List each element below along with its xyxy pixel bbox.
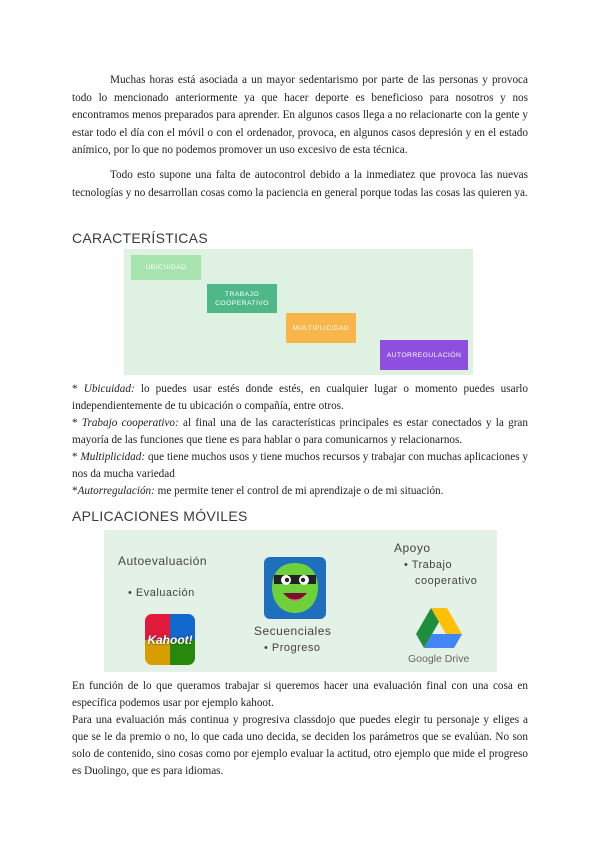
characteristics-diagram xyxy=(124,249,473,375)
kahoot-logo-text: Kahoot! xyxy=(147,633,193,647)
apps-diagram xyxy=(104,530,497,672)
intro-paragraph-1: Muchas horas está asociada a un mayor sedentarismo por parte de las personas y provoca todo lo mencionado anteriormente ya que hacer deporte es beneficioso para nosotros y nos encontramos menos preparados para aprender. En algunos casos llega a no relacionarte con la gente y estar todo el día con el móvil o con el ordenador, provoca, en algunos casos depresión y en el estado anímico, por lo que no podemos promover un uso excesivo de esta técnica. xyxy=(72,74,528,157)
google-drive-label: Google Drive xyxy=(408,653,470,665)
col2-bullet: • Progreso xyxy=(264,642,321,654)
list-item: * Multiplicidad: que tiene muchos usos y tiene muchos recursos y trabajar con muchas aplicaciones y nos da mucha variedad xyxy=(72,451,529,480)
col2-title: Secuenciales xyxy=(254,624,332,638)
step-autorregulacion: AUTORREGULACIÓN xyxy=(380,340,468,370)
apps-heading: APLICACIONES MÓVILES xyxy=(72,508,248,524)
google-drive-icon xyxy=(416,608,462,648)
col3-bullet-line1: • Trabajo xyxy=(404,559,453,571)
col3-bullet-line2: cooperativo xyxy=(415,575,478,587)
step-trabajo-cooperativo: TRABAJO COOPERATIVO xyxy=(207,284,277,313)
characteristics-list xyxy=(72,381,528,500)
list-item: * Trabajo cooperativo: al final una de las características principales es estar conectados y la gran mayoría de las funciones que tiene es para hablar o para comunicarnos y relacionarnos. xyxy=(72,417,528,446)
step-ubicuidad: UBICUIDAD xyxy=(131,255,201,280)
list-item: *Autorregulación: me permite tener el control de mi aprendizaje o de mi situación. xyxy=(72,485,444,497)
outro-paragraph-1: En función de lo que queramos trabajar si queremos hacer una evaluación final con una cosa en específica podemos usar por ejemplo kahoot. xyxy=(72,680,528,709)
step-multiplicidad: MULTIPLICIDAD xyxy=(286,313,356,343)
col1-title: Autoevaluación xyxy=(118,554,208,568)
kahoot-logo-icon xyxy=(145,614,195,665)
outro-paragraph-2: Para una evaluación más continua y progresiva classdojo que puedes elegir tu personaje y eliges a que se le da premio o no, lo que cada uno decida, se deciden los parámetros que se evalúan. No son solo de contenido, sino cosas como por ejemplo evaluar la actitud, otro ejemplo que mide el progreso es Duolingo, que es para idiomas. xyxy=(72,714,528,777)
intro-paragraph-2: Todo esto supone una falta de autocontrol debido a la inmediatez que provoca las nuevas tecnologías y no desarrollan cosas como la paciencia en general porque todas las cosas las quieren ya. xyxy=(72,169,528,199)
list-item: * Ubicuidad: lo puedes usar estés donde estés, en cualquier lugar o momento puedes usarlo independientemente de tu ubicación o compañía, entre otros. xyxy=(72,383,528,412)
characteristics-heading: CARACTERÍSTICAS xyxy=(72,230,208,246)
col1-bullet: • Evaluación xyxy=(128,587,195,599)
classdojo-logo-icon xyxy=(264,557,326,619)
col3-title: Apoyo xyxy=(394,541,431,555)
